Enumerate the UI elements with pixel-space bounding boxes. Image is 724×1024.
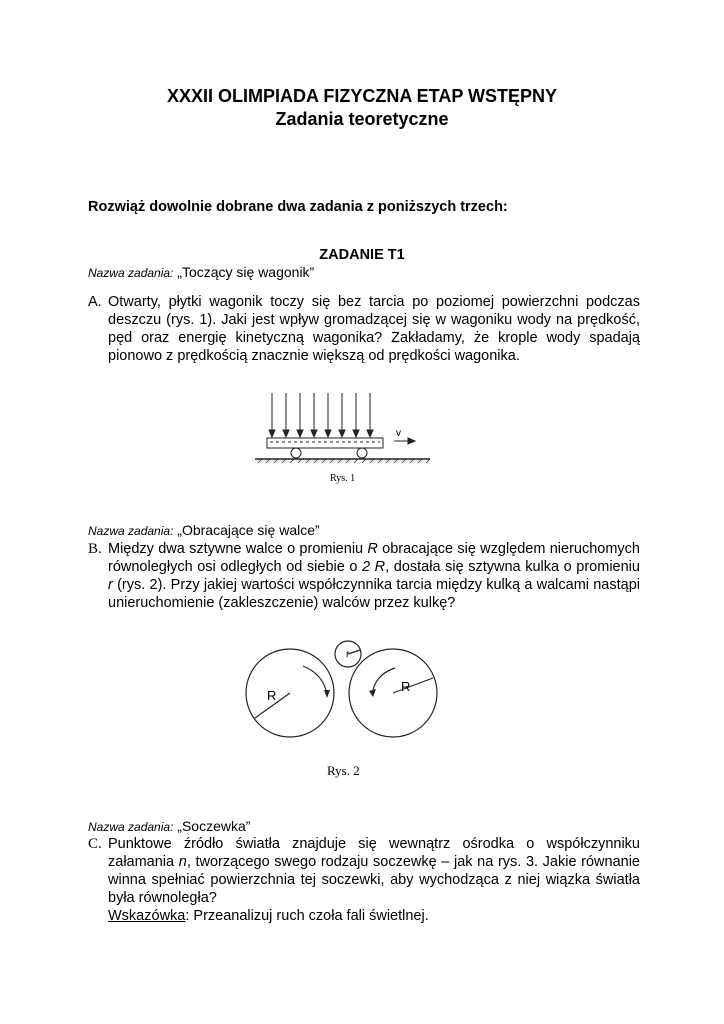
task-c-name-line <box>88 818 250 834</box>
task-b-name-line <box>88 522 320 538</box>
section-title: ZADANIE T1 <box>319 247 405 263</box>
task-c <box>88 835 640 925</box>
rain-arrows <box>269 393 373 437</box>
task-a <box>88 293 640 365</box>
task-b-text: Między dwa sztywne walce o promieniu R obracające się względem nieruchomych równoległych osi odległych od siebie o 2 R, dostała się sztywna kulka o promieniu r (rys. 2). Przy jakiej wartości współczynnika tarcia między kulką a walcami nastąpi unieruchomienie (zakleszczenie) walców przez kulkę? <box>108 541 640 611</box>
task-b <box>88 540 640 612</box>
task-c-letter: C. <box>88 836 102 852</box>
task-c-text: Punktowe źródło światła znajduje się wewnątrz ośrodka o współczynniku załamania n, tworzącego swego rodzaju soczewkę – jak na rys. 3. Jakie równanie winna spełniać powierzchnia tej soczewki, aby wychodząca z niej wiązka światła była równoległa? <box>108 836 640 906</box>
hint-text: : Przeanalizuj ruch czoła fali świetlnej. <box>185 908 429 924</box>
task-name-label: Nazwa zadania: <box>88 820 174 834</box>
task-c-hint <box>108 907 640 925</box>
task-b-letter: B. <box>88 541 102 557</box>
figure-2-caption: Rys. 2 <box>327 763 360 778</box>
hint-label: Wskazówka <box>108 908 186 924</box>
figure-2-rollers <box>245 638 465 783</box>
task-a-letter: A. <box>88 294 102 310</box>
velocity-label: v <box>396 428 401 439</box>
page-subtitle: Zadania teoretyczne <box>275 109 449 129</box>
right-rotation-arrow <box>373 668 395 690</box>
task-a-name-line <box>88 264 314 280</box>
instructions: Rozwiąż dowolnie dobrane dwa zadania z poniższych trzech: <box>88 199 508 215</box>
ball-radius-label: r <box>346 649 350 660</box>
ground <box>255 459 430 463</box>
task-name-label: Nazwa zadania: <box>88 524 174 538</box>
left-rotation-arrow <box>303 666 327 694</box>
task-a-text: Otwarty, płytki wagonik toczy się bez tarcia po poziomej powierzchni podczas deszczu (rys. 1). Jaki jest wpływ gromadzącej się w wagoniku wody na prędkość, pęd oraz energię kinetyczną wagonika? Zakładamy, że krople wody spadają pionowo z prędkością znacznie większą od prędkości wagonika. <box>108 294 640 364</box>
left-roller-radius-label: R <box>267 688 277 703</box>
task-name-label: Nazwa zadania: <box>88 266 174 280</box>
task-b-name: „Obracające się walce” <box>177 522 320 538</box>
task-c-name: „Soczewka” <box>177 818 251 834</box>
right-roller-radius-label: R <box>401 679 411 694</box>
page-title: XXXII OLIMPIADA FIZYCZNA ETAP WSTĘPNY <box>166 86 558 106</box>
task-a-name: „Toczący się wagonik” <box>177 264 315 280</box>
wagon <box>267 438 383 458</box>
figure-1-caption: Rys. 1 <box>330 473 356 484</box>
figure-1-wagon <box>250 383 440 488</box>
